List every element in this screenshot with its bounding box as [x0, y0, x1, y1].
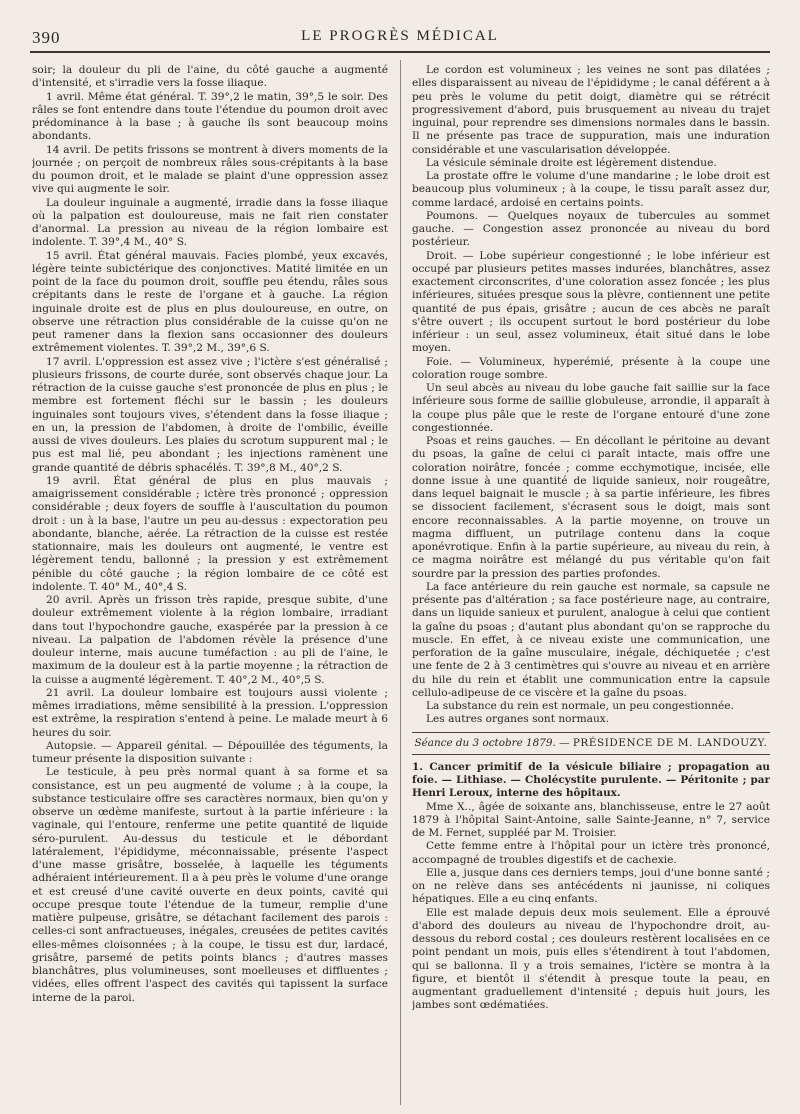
- paragraph: 20 avril. Après un frisson très rapide, presque subite, d'une douleur extrêmement violente à la région lombaire, irradiant dans tout l'hypochondre gauche, exaspérée par la pression à ce niveau. La palpation de l'abdomen révèle la présence d'une douleur interne, mais aucune tuméfaction : au pli de l'aine, le maximum de la douleur est à la partie moyenne ; la rétraction de la cuisse a augmenté légèrement. T. 40°,2 M., 40°,5 S.: [32, 594, 388, 686]
- paragraph: Psoas et reins gauches. — En décollant le péritoine au devant du psoas, la gaîne de celui ci paraît intacte, mais offre une coloration noirâtre, foncée ; comme ecchymotique, incisée, elle donne issue à une quantité de liquide sanieux, noir rougeâtre, dans lequel baignait le muscle ; à sa partie inférieure, les fibres se dissocient facilement, s'écrasent sous le doigt, mais sont encore reconnaissables. A la partie moyenne, on trouve un magma diffluent, un putrilage contenu dans la coque aponévrotique. Enfin à la partie supérieure, au niveau du rein, à ce magma noirâtre est mélangé du pus véritable qu'on fait sourdre par la pression des parties profondes.: [412, 435, 770, 580]
- paragraph: 14 avril. De petits frissons se montrent à divers moments de la journée ; on perçoit de nombreux râles sous-crépitants à la base du poumon droit, et le malade se plaint d'une oppression assez vive qui augmente le soir.: [32, 143, 388, 196]
- paragraph: Le cordon est volumineux ; les veines ne sont pas dilatées ; elles disparaissent au niveau de l'épididyme ; le canal déférent a à peu près le volume du petit doigt, diamètre qui se rétrécit progressivement d'abord, puis brusquement au niveau du trajet inguinal, pour reprendre ses dimensions normales dans le bassin. Il ne présente pas trace de suppuration, mais une induration considérable et une vascularisation développée.: [412, 64, 770, 156]
- paragraph: La face antérieure du rein gauche est normale, sa capsule ne présente pas d'altération ; sa face postérieure nage, au contraire, dans un liquide sanieux et purulent, analogue à celui que contient la gaîne du psoas ; d'autant plus abondant qu'on se rapproche du muscle. En effet, à ce niveau existe une communication, une perforation de la gaîne musculaire, inégale, déchiquetée ; c'est une fente de 2 à 3 centimètres qui s'ouvre au niveau et en arrière du hile du rein et établit une communication entre la capsule cellulo-adipeuse de ce viscère et la gaîne du psoas.: [412, 580, 770, 699]
- paragraph: Cette femme entre à l'hôpital pour un ictère très prononcé, accompagné de troubles digestifs et de cachexie.: [412, 840, 770, 866]
- paragraph: Poumons. — Quelques noyaux de tubercules au sommet gauche. — Congestion assez prononcée au niveau du bord postérieur.: [412, 209, 770, 249]
- paragraph: Mme X.., âgée de soixante ans, blanchisseuse, entre le 27 août 1879 à l'hôpital Saint-Antoine, salle Sainte-Jeanne, n° 7, service de M. Fernet, suppléé par M. Troisier.: [412, 800, 770, 839]
- paragraph: 21 avril. La douleur lombaire est toujours aussi violente ; mêmes irradiations, même sensibilité à la pression. L'oppression est extrême, la respiration s'entend à peine. Le malade meurt à 6 heures du soir.: [32, 686, 388, 739]
- paragraph: La douleur inguinale a augmenté, irradie dans la fosse iliaque où la palpation est douloureuse, mais ne fait rien constater d'anormal. La pression au niveau de la région lombaire est indolente. T. 39°,4 M., 40° S.: [32, 196, 388, 249]
- article-title: 1. Cancer primitif de la vésicule biliaire ; propagation au foie. — Lithiase. — Cholécystite purulente. — Péritonite ; par Henri Leroux, interne des hôpitaux.: [412, 760, 770, 800]
- session-presidency: PRÉSIDENCE DE M. LANDOUZY.: [572, 736, 768, 749]
- right-column: [412, 64, 770, 1106]
- paragraph: Droit. — Lobe supérieur congestionné ; le lobe inférieur est occupé par plusieurs petites masses indurées, blanchâtres, assez exactement circonscrites, d'une coloration assez foncée ; les plus inférieures, situées presque sous la plèvre, contiennent une petite quantité de pus épais, grisâtre ; aucun de ces abcès ne paraît s'être ouvert ; ils occupent surtout le bord postérieur du lobe inférieur : un seul, assez volumineux, était situé dans le lobe moyen.: [412, 249, 770, 355]
- column-divider: [400, 60, 401, 1105]
- session-date: Séance du 3 octobre 1879. —: [414, 736, 570, 749]
- journal-title: LE PROGRÈS MÉDICAL: [301, 28, 499, 44]
- page-header: [0, 28, 800, 50]
- paragraph: Les autres organes sont normaux.: [426, 713, 610, 726]
- paragraph: 1 avril. Même état général. T. 39°,2 le matin, 39°,5 le soir. Des râles se font entendre dans toute l'étendue du poumon droit avec prédominance à la base ; à gauche ils sont beaucoup moins abondants.: [32, 90, 388, 143]
- paragraph: Elle est malade depuis deux mois seulement. Elle a éprouvé d'abord des douleurs au niveau de l'hypochondre droit, au-dessous du rebord costal ; ces douleurs restèrent localisées en ce point pendant un mois, puis elles s'étendirent à tout l'abdomen, qui se ballonna. Il y a trois semaines, l'ictère se montra à la figure, et bientôt il s'étendit à presque toute la peau, en augmentant graduellement d'intensité ; depuis huit jours, les jambes sont œdématiées.: [412, 906, 770, 1012]
- paragraph: Elle a, jusque dans ces derniers temps, joui d'une bonne santé ; on ne relève dans ses antécédents ni jaunisse, ni coliques hépatiques. Elle a eu cinq enfants.: [412, 866, 770, 906]
- paragraph: Foie. — Volumineux, hyperémié, présente à la coupe une coloration rouge sombre.: [412, 355, 770, 381]
- paragraph: La vésicule séminale droite est légèrement distendue.: [426, 156, 717, 169]
- paragraph: Un seul abcès au niveau du lobe gauche fait saillie sur la face inférieure sous forme de saillie globuleuse, arrondie, il apparaît à la coupe plus pâle que le reste de l'organe entouré d'une zone congestionnée.: [412, 382, 770, 434]
- paragraph: 19 avril. État général de plus en plus mauvais ; amaigrissement considérable ; ictère très prononcé ; oppression considérable ; deux foyers de souffle à l'auscultation du poumon droit : un à la base, l'autre un peu au-dessus : expectoration peu abondante, blanche, aérée. La rétraction de la cuisse est restée stationnaire, mais les douleurs ont augmenté, le ventre est légèrement tendu, ballonné ; la pression y est extrêmement pénible du côté gauche ; la région lombaire de ce côté est indolente. T. 40° M., 40°,4 S.: [32, 474, 388, 593]
- paragraph: La substance du rein est normale, un peu congestionnée.: [426, 700, 734, 712]
- paragraph: 17 avril. L'oppression est assez vive ; l'ictère s'est généralisé ; plusieurs frissons, de courte durée, sont observés chaque jour. La rétraction de la cuisse gauche s'est prononcée de plus en plus ; le membre est fortement fléchi sur le bassin ; les douleurs inguinales sont toujours vives, s'étendent dans la fosse iliaque ; en un, la pression de l'abdomen, à droite de l'ombilic, éveille aussi de vives douleurs. Les plaies du scrotum suppurent mal ; le pus est mal lié, peu abondant ; les injections ramènent une grande quantité de débris sphacélés. T. 39°,8 M., 40°,2 S.: [32, 355, 388, 474]
- paragraph: Le testicule, à peu près normal quant à sa forme et sa consistance, est un peu augmenté de volume ; à la coupe, la substance testiculaire offre ses caractères normaux, bien qu'on y observe un œdème manifeste, surtout à la partie inférieure : la vaginale, qui l'entoure, renferme une petite quantité de liquide séro-purulent. Au-dessus du testicule et le débordant latéralement, l'épididyme, méconnaissable, présente l'aspect d'une masse grisâtre, bosselée, à laquelle les téguments adhéraient intérieurement. Il a à peu près le volume d'une orange et est creusé d'une cavité ouverte en deux points, cavité qui occupe presque toute l'étendue de la tumeur, remplie d'une matière pulpeuse, grisâtre, se détachant facilement des parois : celles-ci sont anfractueuses, inégales, creusées de petites cavités elles-mêmes cloisonnées ; à la coupe, le tissu est dur, lardacé, grisâtre, parsemé de petits points blancs ; d'autres masses blanchâtres, plus volumineuses, sont moelleuses et diffluentes ; vidées, elles offrent l'aspect des cavités qui tapissent la surface interne de la paroi.: [32, 766, 388, 1004]
- header-rule: [30, 51, 770, 53]
- paragraph: soir; la douleur du pli de l'aine, du côté gauche a augmenté d'intensité, et s'irradie vers la fosse iliaque.: [32, 64, 388, 90]
- paragraph: 15 avril. État général mauvais. Facies plombé, yeux excavés, légère teinte subictérique des conjonctives. Matité limitée en un point de la face du poumon droit, souffle peu étendu, râles sous crépitants dans le reste de l'organe et à gauche. La région inguinale droite est de plus en plus douloureuse, en outre, on observe une rétraction plus considérable de la cuisse qu'on ne peut ramener dans la flexion sans occasionner des douleurs extrêmement violentes. T. 39°,2 M., 39°,6 S.: [32, 249, 388, 355]
- left-column: [32, 64, 388, 1106]
- paragraph: La prostate offre le volume d'une mandarine ; le lobe droit est beaucoup plus volumineux ; à la coupe, le tissu paraît assez dur, comme lardacé, ardoisé en certains points.: [412, 170, 770, 209]
- session-heading: [412, 732, 770, 755]
- paragraph: Autopsie. — Appareil génital. — Dépouillée des téguments, la tumeur présente la disposition suivante :: [32, 739, 388, 765]
- page-number: 390: [32, 28, 61, 47]
